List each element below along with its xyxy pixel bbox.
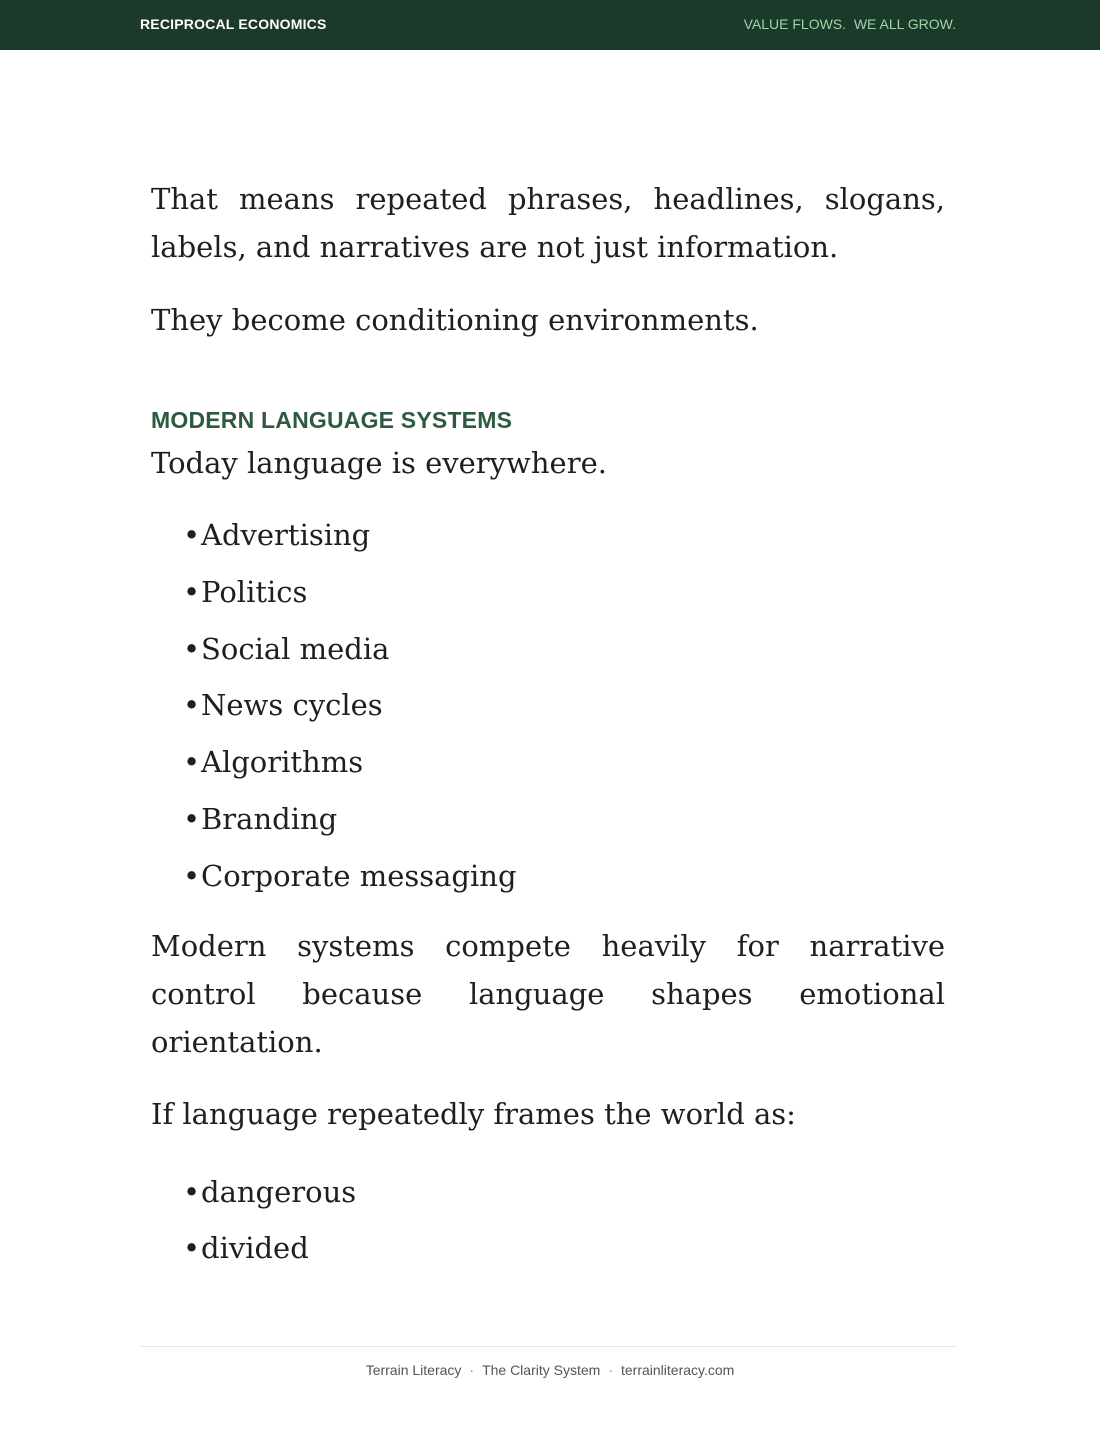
list-item-label: Algorithms bbox=[201, 745, 364, 780]
bullet-icon: • bbox=[183, 1174, 201, 1209]
bullet-icon: • bbox=[183, 1231, 201, 1266]
list-item bbox=[183, 848, 945, 905]
list-item-label: News cycles bbox=[201, 688, 383, 723]
bullet-icon: • bbox=[183, 801, 201, 836]
list-item-label: Corporate messaging bbox=[201, 858, 517, 893]
footer-separator: · bbox=[469, 1362, 475, 1378]
list-item bbox=[183, 734, 945, 791]
brand-name[interactable]: RECIPROCAL ECONOMICS bbox=[140, 16, 327, 32]
frames-paragraph: If language repeatedly frames the world as: bbox=[151, 1096, 796, 1131]
list-item-label: divided bbox=[201, 1231, 309, 1266]
list-item-label: Social media bbox=[201, 631, 390, 666]
bullet-icon: • bbox=[183, 631, 201, 666]
list-item-label: Advertising bbox=[201, 518, 371, 552]
narrative-control-paragraph: Modern systems compete heavily for narrative control because language shapes emotional orientation. bbox=[151, 928, 945, 1059]
list-item-label: dangerous bbox=[201, 1174, 357, 1209]
list-item bbox=[183, 1164, 945, 1221]
intro-paragraph: That means repeated phrases, headlines, slogans, labels, and narratives are not just information. bbox=[151, 182, 945, 264]
list-item bbox=[183, 1220, 945, 1277]
list-item-label: Branding bbox=[201, 801, 338, 836]
bullet-icon: • bbox=[183, 858, 201, 893]
language-systems-list bbox=[151, 507, 945, 905]
list-item bbox=[183, 564, 945, 621]
frames-list bbox=[151, 1164, 945, 1278]
list-item bbox=[183, 507, 945, 564]
section-heading: MODERN LANGUAGE SYSTEMS bbox=[151, 407, 513, 433]
bullet-icon: • bbox=[183, 574, 201, 609]
footer-separator: · bbox=[608, 1362, 613, 1378]
page-footer bbox=[0, 1362, 1100, 1378]
bullet-icon: • bbox=[183, 688, 201, 723]
list-item bbox=[183, 621, 945, 678]
header-tagline: VALUE FLOWS. WE ALL GROW. bbox=[743, 16, 956, 32]
bullet-icon: • bbox=[183, 518, 201, 552]
footer-link-terrain-literacy[interactable]: Terrain Literacy bbox=[365, 1362, 462, 1378]
list-item bbox=[183, 791, 945, 848]
top-header-bar bbox=[0, 0, 1100, 50]
bullet-icon: • bbox=[183, 745, 201, 780]
article-content bbox=[151, 175, 945, 1277]
list-item bbox=[183, 677, 945, 734]
list-item-label: Politics bbox=[201, 574, 308, 609]
conditioning-paragraph: They become conditioning environments. bbox=[151, 303, 759, 337]
footer-link-website[interactable]: terrainliteracy.com bbox=[620, 1362, 735, 1378]
section-lead-paragraph: Today language is everywhere. bbox=[151, 446, 607, 480]
footer-divider bbox=[140, 1346, 957, 1347]
footer-link-clarity-system[interactable]: The Clarity System bbox=[482, 1362, 601, 1378]
